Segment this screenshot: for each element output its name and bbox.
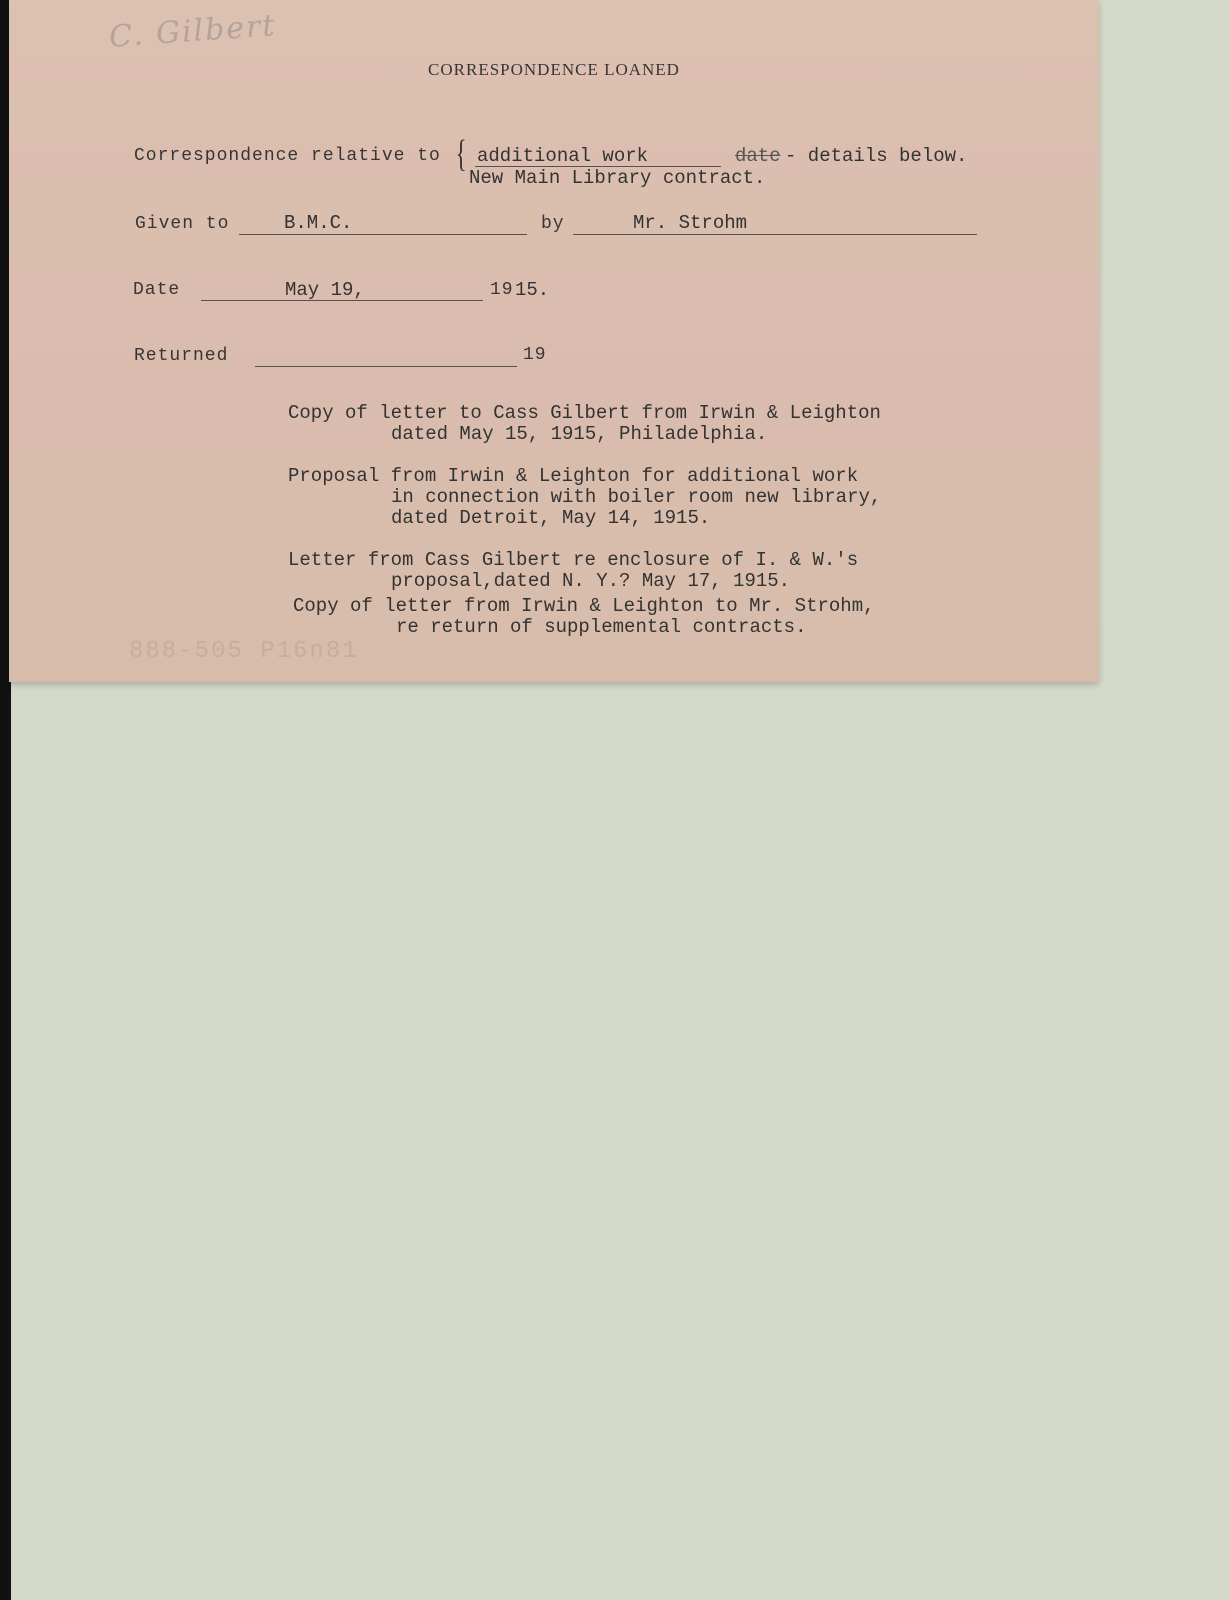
returned-rule [255, 366, 517, 367]
given-to-value: B.M.C. [284, 212, 353, 234]
relative-line1-value: additional work [477, 145, 649, 167]
relative-struck-word: date [735, 145, 781, 167]
entry-item [288, 466, 881, 529]
entry-item [293, 596, 875, 638]
entry-line: in connection with boiler room new library, [391, 486, 882, 508]
relative-line1-rest: - details below. [785, 145, 968, 167]
relative-label: Correspondence relative to [134, 146, 441, 166]
entry-line: proposal,dated N. Y.? May 17, 1915. [391, 570, 791, 592]
entry-line: dated Detroit, May 14, 1915. [391, 507, 711, 529]
by-rule [573, 234, 977, 235]
date-year-prefix: 19 [490, 280, 514, 300]
by-value: Mr. Strohm [633, 212, 748, 234]
form-title: CORRESPONDENCE LOANED [428, 60, 680, 79]
given-to-label: Given to [135, 214, 230, 234]
returned-year-prefix: 19 [523, 345, 547, 365]
entry-item [288, 403, 881, 445]
date-year-suffix: 15. [515, 279, 550, 301]
by-label: by [541, 214, 565, 234]
brace-glyph: { [455, 133, 467, 175]
entry-line: re return of supplemental contracts. [396, 616, 807, 638]
entry-item [288, 550, 858, 592]
given-to-rule [239, 234, 527, 235]
entry-line: Letter from Cass Gilbert re enclosure of I. & W.'s [288, 549, 859, 571]
date-value: May 19, [285, 279, 365, 301]
faint-stamp-number: 888-505 P16n81 [129, 638, 359, 665]
handwritten-note: C. Gilbert [107, 8, 278, 55]
entry-line: Copy of letter from Irwin & Leighton to Mr. Strohm, [293, 595, 875, 617]
date-label: Date [133, 280, 181, 300]
returned-label: Returned [134, 346, 229, 366]
entry-line: dated May 15, 1915, Philadelphia. [391, 423, 768, 445]
loan-form-sheet [9, 0, 1099, 682]
entry-line: Proposal from Irwin & Leighton for additional work [288, 465, 859, 487]
entry-line: Copy of letter to Cass Gilbert from Irwin & Leighton [288, 402, 881, 424]
relative-line2-value: New Main Library contract. [469, 167, 766, 189]
